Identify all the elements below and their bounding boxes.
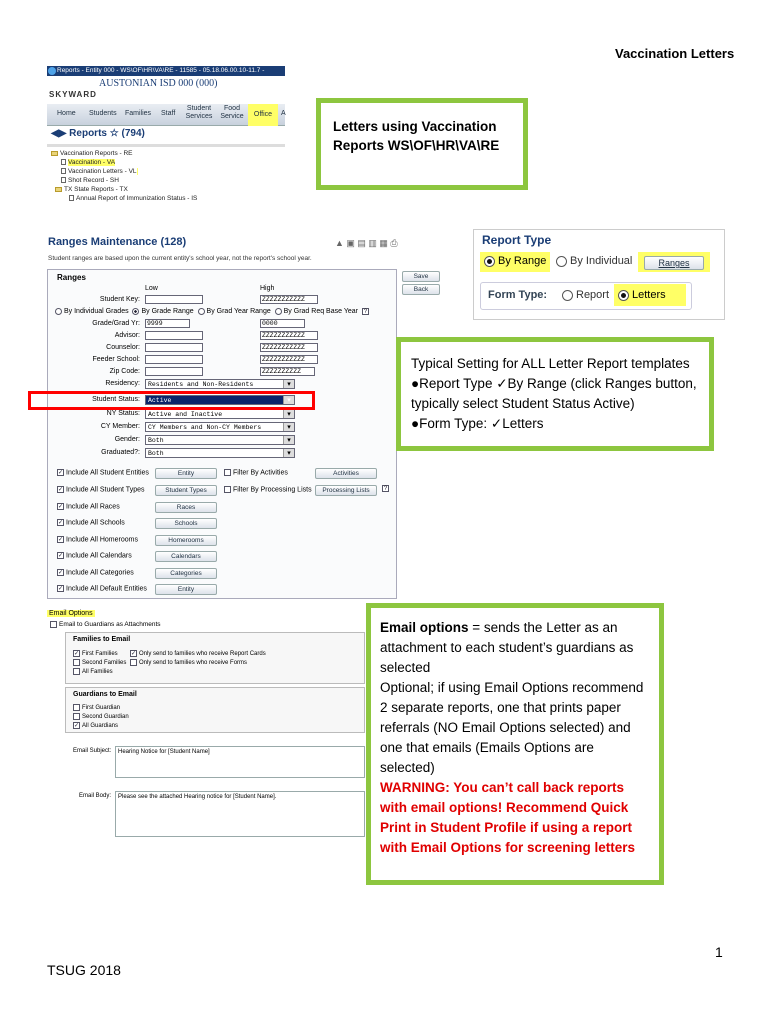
- callout-letters-reports: Letters using Vaccination Reports WS\OF\HR\VA\RE: [316, 98, 528, 190]
- ranges-button[interactable]: Ranges: [644, 256, 704, 270]
- save-button[interactable]: Save: [402, 271, 440, 282]
- help-icon[interactable]: ?: [363, 309, 368, 315]
- feeder-low[interactable]: [145, 355, 203, 364]
- email-body-field[interactable]: Please see the attached Hearing notice for [Student Name].: [115, 791, 365, 837]
- student-key-high[interactable]: ZZZZZZZZZZZ: [260, 295, 318, 304]
- default-entity-button[interactable]: Entity: [155, 584, 217, 595]
- radio-grade-range[interactable]: By Grade Range: [132, 308, 193, 315]
- counselor-label: Counselor:: [106, 344, 140, 351]
- feeder-high[interactable]: ZZZZZZZZZZZ: [260, 355, 318, 364]
- help-icon[interactable]: ?: [383, 486, 388, 492]
- activities-button[interactable]: Activities: [315, 468, 377, 479]
- schools-button[interactable]: Schools: [155, 518, 217, 529]
- tree-item-annual-report[interactable]: Annual Report of Immunization Status - IS: [69, 195, 197, 202]
- include-homerooms[interactable]: ✓ Include All Homerooms: [58, 536, 138, 544]
- counselor-low[interactable]: [145, 343, 203, 352]
- residency-label: Residency:: [105, 380, 140, 387]
- include-categories[interactable]: ✓ Include All Categories: [58, 569, 134, 577]
- zip-high[interactable]: ZZZZZZZZZZ: [260, 367, 315, 376]
- only-report-cards-checkbox[interactable]: ✓ Only send to families who receive Report Cards: [131, 651, 266, 658]
- student-key-label: Student Key:: [99, 296, 140, 303]
- page-number: 1: [715, 944, 723, 960]
- races-button[interactable]: Races: [155, 502, 217, 513]
- email-options-title: Email Options: [49, 610, 93, 617]
- counselor-high[interactable]: ZZZZZZZZZZZ: [260, 343, 318, 352]
- advisor-label: Advisor:: [114, 332, 140, 339]
- zip-low[interactable]: [145, 367, 203, 376]
- folder-icon: [55, 187, 62, 192]
- only-forms-checkbox[interactable]: Only send to families who receive Forms: [130, 659, 247, 666]
- entity-button[interactable]: Entity: [155, 468, 217, 479]
- grade-radio-group: [55, 308, 371, 315]
- ranges-subtitle: Student ranges are based upon the current entity's school year, not the report's school year.: [48, 255, 312, 262]
- document-title: Vaccination Letters: [615, 46, 735, 61]
- reports-header: ◀▶ Reports ☆ (794): [51, 128, 145, 139]
- divider: [47, 144, 285, 147]
- include-student-types[interactable]: ✓ Include All Student Types: [58, 486, 145, 494]
- ny-status-select[interactable]: Active and Inactive ▾: [145, 409, 295, 419]
- grade-label: Grade/Grad Yr:: [92, 320, 140, 327]
- radio-by-range[interactable]: By Range: [484, 255, 546, 267]
- grade-low[interactable]: 9999: [145, 319, 190, 328]
- radio-grad-year-range[interactable]: By Grad Year Range: [198, 308, 271, 315]
- callout-email-options: Email options = sends the Letter as an attachment to each student’s guardians as selected Optional; if using Email Options recommend 2 separate reports, one that prints paper referrals (NO Email Options selected) and one that emails (Emails Options are selected) WARNING: You can’t call back reports with email options! Recommend Quick Print in Student Profile if using a report with Email Options for screening letters: [366, 603, 664, 885]
- report-type-title: Report Type: [482, 233, 552, 247]
- feeder-label: Feeder School:: [92, 356, 140, 363]
- email-body-label: Email Body:: [79, 793, 112, 799]
- gender-label: Gender:: [114, 436, 140, 443]
- radio-grad-req-base-year[interactable]: By Grad Req Base Year: [275, 308, 358, 315]
- folder-icon: [51, 151, 58, 156]
- tree-folder-tx-state[interactable]: TX State Reports - TX: [55, 186, 128, 193]
- families-title: Families to Email: [73, 636, 131, 643]
- grade-high[interactable]: 0000: [260, 319, 305, 328]
- nav-students[interactable]: Students: [89, 110, 117, 117]
- nav-home[interactable]: Home: [57, 110, 76, 117]
- graduated-label: Graduated?:: [101, 449, 140, 456]
- report-type-screenshot: [473, 229, 725, 320]
- email-guardians-checkbox[interactable]: Email to Guardians as Attachments: [50, 621, 161, 628]
- email-subject-field[interactable]: Hearing Notice for [Student Name]: [115, 746, 365, 778]
- ranges-maintenance-screenshot: [47, 233, 442, 603]
- gender-select[interactable]: Both ▾: [145, 435, 295, 445]
- residency-select[interactable]: Residents and Non-Residents ▾: [145, 379, 295, 389]
- cy-member-label: CY Member:: [100, 423, 140, 430]
- tree-item-shot-record[interactable]: Shot Record - SH: [61, 177, 119, 184]
- all-guardians-checkbox[interactable]: ✓ All Guardians: [74, 723, 119, 730]
- calendars-button[interactable]: Calendars: [155, 551, 217, 562]
- ranges-panel: [47, 269, 397, 599]
- filter-activities-checkbox[interactable]: Filter By Activities: [224, 469, 288, 476]
- nav-food-service[interactable]: Food Service: [220, 105, 244, 120]
- district-name: AUSTONIAN ISD 000 (000): [99, 78, 218, 89]
- include-races[interactable]: ✓ Include All Races: [58, 503, 120, 511]
- student-status-label: Student Status:: [92, 396, 140, 403]
- zip-label: Zip Code:: [109, 368, 140, 375]
- nav-families[interactable]: Families: [125, 110, 152, 117]
- guardians-title: Guardians to Email: [73, 691, 137, 698]
- include-default-entities[interactable]: ✓ Include All Default Entities: [58, 585, 147, 593]
- ny-status-label: NY Status:: [106, 410, 140, 417]
- document-icon: [69, 195, 74, 201]
- low-header: Low: [145, 285, 158, 292]
- student-status-select[interactable]: Active ▾: [145, 395, 295, 405]
- email-options-screenshot: [47, 608, 367, 840]
- nav-staff[interactable]: Staff: [161, 110, 176, 117]
- second-guardian-checkbox[interactable]: Second Guardian: [73, 713, 129, 720]
- form-type-label: Form Type:: [488, 289, 548, 301]
- skyward-logo: SKYWARD: [49, 90, 97, 99]
- advisor-high[interactable]: ZZZZZZZZZZZ: [260, 331, 318, 340]
- nav-office[interactable]: Office: [248, 104, 278, 126]
- nav-student-services[interactable]: Student Services: [185, 105, 213, 120]
- nav-more[interactable]: A: [281, 110, 286, 117]
- radio-letters[interactable]: Letters: [618, 289, 666, 301]
- second-families-checkbox[interactable]: Second Families: [73, 659, 126, 666]
- advisor-low[interactable]: [145, 331, 203, 340]
- all-families-checkbox[interactable]: All Families: [73, 668, 113, 675]
- skyward-reports-screenshot: [47, 66, 285, 223]
- categories-button[interactable]: Categories: [155, 568, 217, 579]
- first-families-checkbox[interactable]: ✓ First Families: [74, 651, 118, 658]
- tree-item-vaccination-va[interactable]: Vaccination - VA: [61, 159, 115, 166]
- email-subject-label: Email Subject:: [73, 748, 112, 754]
- back-button[interactable]: Back: [402, 284, 440, 295]
- window-title-bar: Reports - Entity 000 - WS\OF\HR\VA\RE - 11585 - 05.18.06.00.10-11.7 -: [47, 66, 285, 76]
- ranges-title: Ranges Maintenance (128): [48, 236, 187, 248]
- document-icon: [61, 168, 66, 174]
- processing-lists-button[interactable]: Processing Lists: [315, 485, 377, 496]
- include-schools[interactable]: ✓ Include All Schools: [58, 519, 125, 527]
- ranges-heading: Ranges: [57, 273, 86, 282]
- high-header: High: [260, 285, 275, 292]
- radio-by-individual[interactable]: By Individual: [556, 255, 632, 267]
- radio-individual-grades[interactable]: By Individual Grades: [55, 308, 129, 315]
- callout-typical-settings: Typical Setting for ALL Letter Report templates ●Report Type ✓By Range (click Ranges button, typically select Student Status Active) ●Form Type: ✓Letters: [396, 337, 714, 451]
- document-icon: [61, 177, 66, 183]
- footer-org-year: TSUG 2018: [47, 962, 121, 978]
- first-guardian-checkbox[interactable]: First Guardian: [73, 704, 120, 711]
- tree-folder-vaccination[interactable]: Vaccination Reports - RE: [51, 150, 133, 157]
- homerooms-button[interactable]: Homerooms: [155, 535, 217, 546]
- graduated-select[interactable]: Both ▾: [145, 448, 295, 458]
- radio-report[interactable]: Report: [562, 289, 609, 301]
- toolbar-icons[interactable]: ▲ ▣ ▤ ▥ ▦ ⎙: [335, 238, 398, 248]
- student-types-button[interactable]: Student Types: [155, 485, 217, 496]
- include-calendars[interactable]: ✓ Include All Calendars: [58, 552, 132, 560]
- tree-item-vaccination-letters[interactable]: Vaccination Letters - VL: [61, 168, 138, 175]
- document-icon: [61, 159, 66, 165]
- browser-icon: [48, 67, 56, 75]
- student-status-highlight: [28, 391, 315, 410]
- include-student-entities[interactable]: ✓ Include All Student Entities: [58, 469, 149, 477]
- cy-member-select[interactable]: CY Members and Non-CY Members ▾: [145, 422, 295, 432]
- filter-processing-checkbox[interactable]: Filter By Processing Lists: [224, 486, 312, 493]
- student-key-low[interactable]: [145, 295, 203, 304]
